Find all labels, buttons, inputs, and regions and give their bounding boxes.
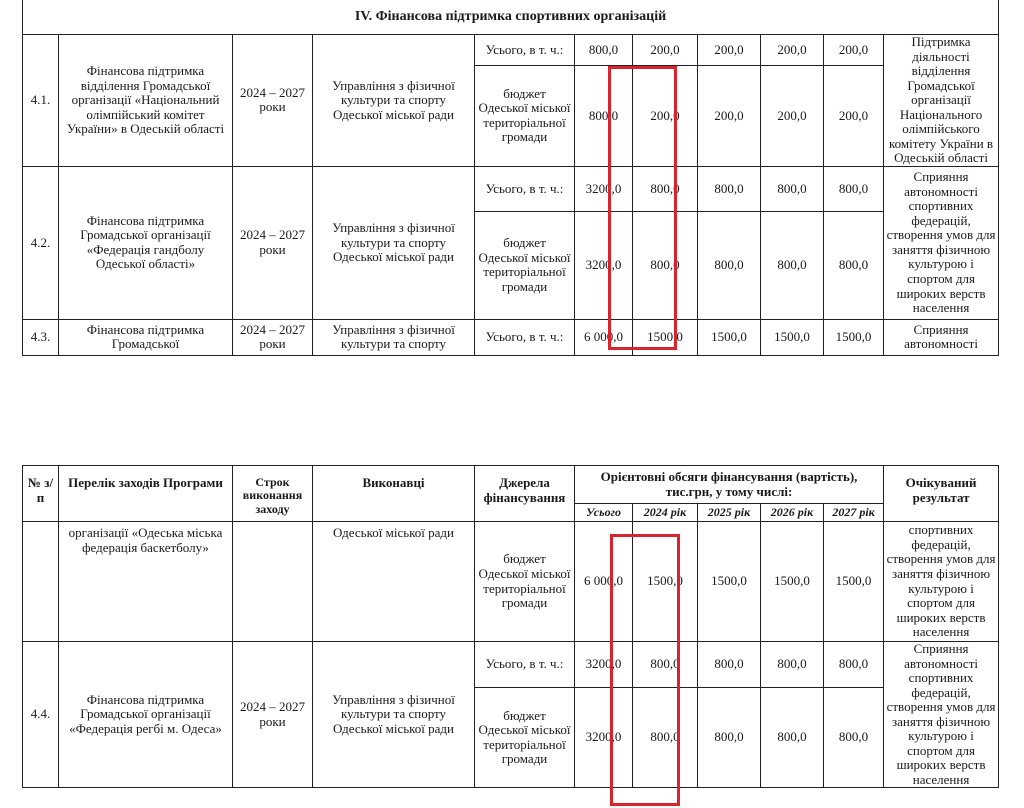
y2027-cell: 800,0 [824, 688, 884, 788]
term-cell: 2024 – 2027 роки [233, 319, 313, 355]
term-cell: 2024 – 2027 роки [233, 166, 313, 319]
result-cell: Сприяння автономності спортивних федерацій, створення умов для заняття фізичною культурою і спортом для широких верств населення [884, 166, 999, 319]
row-number: 4.3. [23, 319, 59, 355]
table-row [23, 522, 999, 642]
y2024-cell: 200,0 [633, 35, 698, 66]
total-cell: 3200,0 [575, 688, 633, 788]
section-title: IV. Фінансова підтримка спортивних організацій [23, 0, 999, 35]
measure-cell: організації «Одеська міська федерація баскетболу» [59, 522, 233, 642]
row-number: 4.2. [23, 166, 59, 319]
total-cell: 3200,0 [575, 166, 633, 211]
header-term: Строк виконання заходу [233, 466, 313, 522]
y2025-cell: 800,0 [698, 211, 761, 319]
y2024-cell: 1500,0 [633, 522, 698, 642]
financing-table-top [22, 0, 999, 356]
y2024-cell: 200,0 [633, 65, 698, 166]
y2025-cell: 1500,0 [698, 522, 761, 642]
y2024-cell: 800,0 [633, 166, 698, 211]
y2027-cell: 200,0 [824, 35, 884, 66]
result-cell: Сприяння автономності [884, 319, 999, 355]
result-cell: спортивних федерацій, створення умов для заняття фізичною культурою і спортом для широких верств населення [884, 522, 999, 642]
y2027-cell: 1500,0 [824, 319, 884, 355]
y2026-cell: 800,0 [761, 211, 824, 319]
y2027-cell: 800,0 [824, 642, 884, 688]
y2027-cell: 1500,0 [824, 522, 884, 642]
row-number: 4.4. [23, 642, 59, 788]
document-page-bottom [0, 465, 1024, 808]
header-sources: Джерела фінансування [475, 466, 575, 522]
y2027-cell: 800,0 [824, 211, 884, 319]
y2026-cell: 200,0 [761, 65, 824, 166]
total-cell: 6 000,0 [575, 319, 633, 355]
term-cell: 2024 – 2027 роки [233, 642, 313, 788]
header-funding: Орієнтовні обсяги фінансування (вартість), тис.грн, у тому числі: [575, 466, 884, 504]
executor-cell: Управління з фізичної культури та спорту Одеської міської ради [313, 642, 475, 788]
source-cell: бюджет Одеської міської територіальної громади [475, 65, 575, 166]
table-row [23, 35, 999, 66]
source-cell: Усього, в т. ч.: [475, 166, 575, 211]
term-cell: 2024 – 2027 роки [233, 35, 313, 167]
y2026-cell: 1500,0 [761, 522, 824, 642]
document-page-top [0, 0, 1024, 365]
measure-cell: Фінансова підтримка Громадської [59, 319, 233, 355]
header-2024: 2024 рік [633, 504, 698, 522]
y2026-cell: 800,0 [761, 166, 824, 211]
header-total: Усього [575, 504, 633, 522]
y2027-cell: 200,0 [824, 65, 884, 166]
financing-table-bottom [22, 465, 999, 788]
total-cell: 800,0 [575, 35, 633, 66]
y2025-cell: 200,0 [698, 65, 761, 166]
executor-cell: Управління з фізичної культури та спорту [313, 319, 475, 355]
y2025-cell: 200,0 [698, 35, 761, 66]
y2027-cell: 800,0 [824, 166, 884, 211]
source-cell: бюджет Одеської міської територіальної громади [475, 211, 575, 319]
source-cell: бюджет Одеської міської територіальної громади [475, 522, 575, 642]
measure-cell: Фінансова підтримка Громадської організації «Федерація регбі м. Одеса» [59, 642, 233, 788]
executor-cell: Одеської міської ради [313, 522, 475, 642]
executor-cell: Управління з фізичної культури та спорту Одеської міської ради [313, 35, 475, 167]
header-2027: 2027 рік [824, 504, 884, 522]
executor-cell: Управління з фізичної культури та спорту Одеської міської ради [313, 166, 475, 319]
y2025-cell: 800,0 [698, 688, 761, 788]
y2025-cell: 800,0 [698, 642, 761, 688]
measure-cell: Фінансова підтримка Громадської організації «Федерація гандболу Одеської області» [59, 166, 233, 319]
source-cell: бюджет Одеської міської територіальної громади [475, 688, 575, 788]
header-result: Очікуваний результат [884, 466, 999, 522]
table-row [23, 642, 999, 688]
y2026-cell: 200,0 [761, 35, 824, 66]
total-cell: 6 000,0 [575, 522, 633, 642]
y2025-cell: 1500,0 [698, 319, 761, 355]
y2026-cell: 800,0 [761, 642, 824, 688]
term-cell [233, 522, 313, 642]
y2026-cell: 800,0 [761, 688, 824, 788]
table-row [23, 319, 999, 355]
table-row [23, 166, 999, 211]
y2024-cell: 1500,0 [633, 319, 698, 355]
total-cell: 3200,0 [575, 211, 633, 319]
y2025-cell: 800,0 [698, 166, 761, 211]
source-cell: Усього, в т. ч.: [475, 642, 575, 688]
y2026-cell: 1500,0 [761, 319, 824, 355]
total-cell: 3200,0 [575, 642, 633, 688]
page-gap [0, 365, 1024, 465]
row-number: 4.1. [23, 35, 59, 167]
result-cell: Підтримка діяльності відділення Громадської організації Національного олімпійського комітету України в Одеській області [884, 35, 999, 167]
result-cell: Сприяння автономності спортивних федерацій, створення умов для заняття фізичною культурою і спортом для широких верств населення [884, 642, 999, 788]
y2024-cell: 800,0 [633, 688, 698, 788]
total-cell: 800,0 [575, 65, 633, 166]
header-num: № з/п [23, 466, 59, 522]
y2024-cell: 800,0 [633, 642, 698, 688]
source-cell: Усього, в т. ч.: [475, 35, 575, 66]
measure-cell: Фінансова підтримка відділення Громадської організації «Національний олімпійський комітет України» в Одеській області [59, 35, 233, 167]
header-2025: 2025 рік [698, 504, 761, 522]
header-measures: Перелік заходів Програми [59, 466, 233, 522]
header-executors: Виконавці [313, 466, 475, 522]
y2024-cell: 800,0 [633, 211, 698, 319]
header-2026: 2026 рік [761, 504, 824, 522]
source-cell: Усього, в т. ч.: [475, 319, 575, 355]
row-number [23, 522, 59, 642]
